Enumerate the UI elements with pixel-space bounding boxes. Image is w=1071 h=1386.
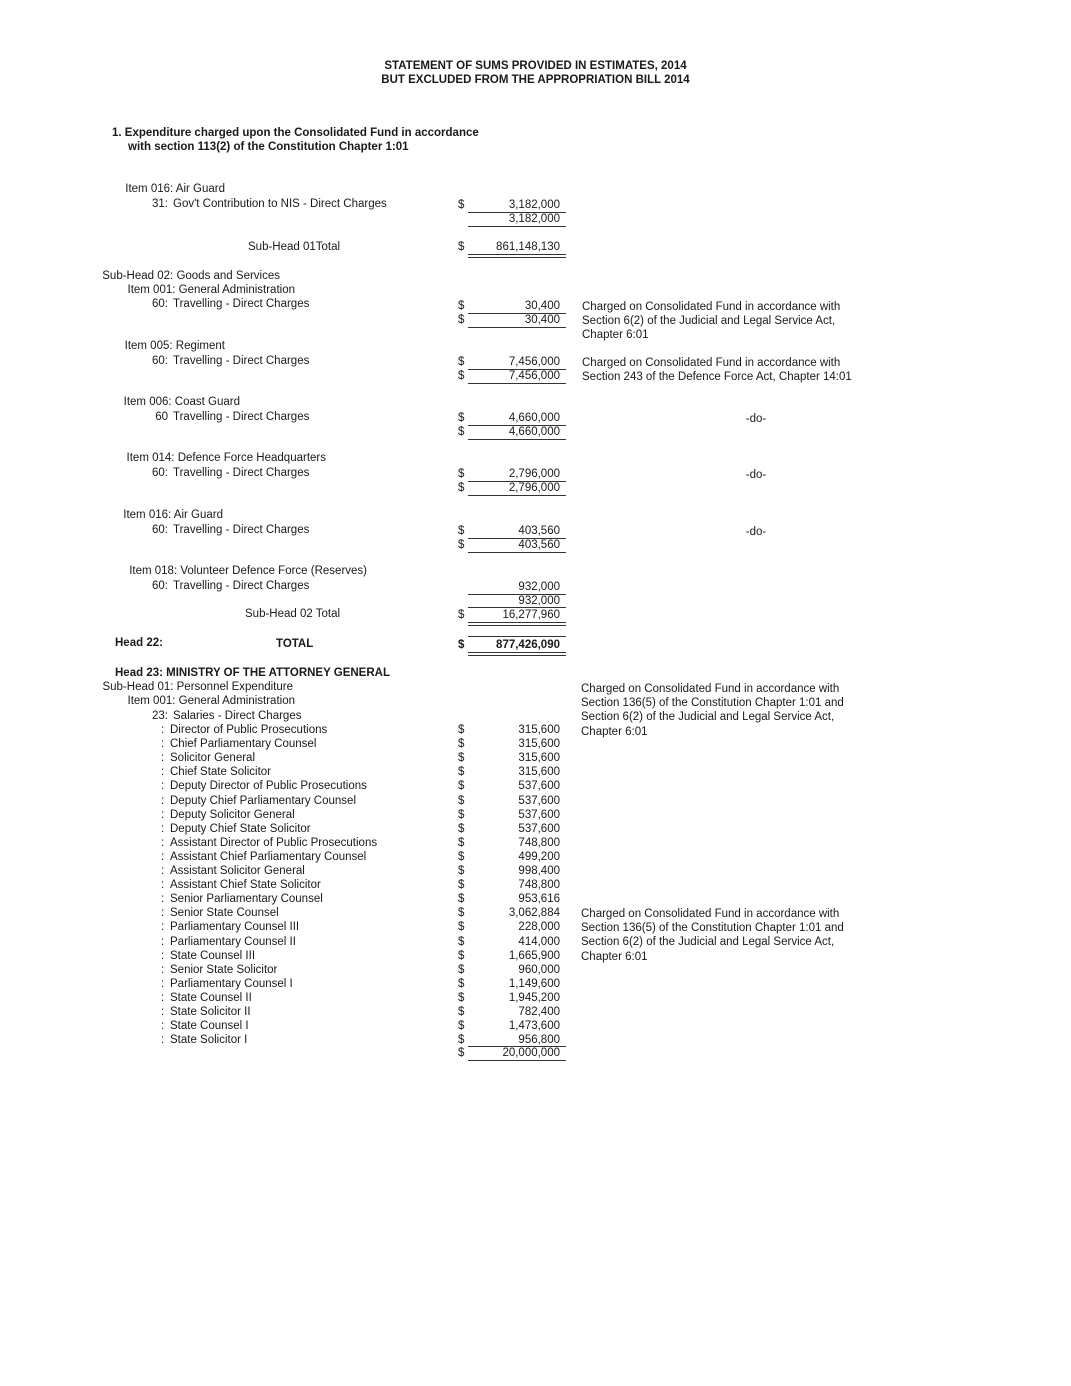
item-code: Item 014: Defence Force Headquarters: [126, 452, 326, 464]
currency-symbol: $: [458, 936, 465, 948]
underline: [468, 495, 566, 496]
position-name: Deputy Chief State Solicitor: [170, 823, 311, 835]
position-amount: 960,000: [518, 964, 560, 976]
currency-symbol: $: [458, 1034, 465, 1046]
currency-symbol: $: [458, 1020, 465, 1032]
row-colon: :: [161, 752, 165, 764]
currency-symbol: $: [458, 893, 465, 905]
currency-symbol: $: [458, 964, 465, 976]
currency-symbol: $: [458, 809, 465, 821]
position-name: Senior State Counsel: [170, 907, 279, 919]
currency-symbol: $: [458, 468, 465, 480]
currency-symbol: $: [458, 370, 465, 382]
currency-symbol: $: [458, 724, 465, 736]
legal-note-line-2: Section 243 of the Defence Force Act, Chapter 14:01: [582, 371, 852, 383]
row-colon: :: [161, 907, 165, 919]
section-heading-line-1: 1. Expenditure charged upon the Consolidated Fund in accordance: [112, 127, 479, 139]
sub-item-name: Gov't Contribution to NIS - Direct Charges: [173, 198, 387, 210]
row-colon: :: [161, 992, 165, 1004]
amount: 7,456,000: [508, 356, 560, 368]
subhead-01-total-amount: 861,148,130: [496, 241, 560, 253]
currency-symbol: $: [458, 766, 465, 778]
item-code: Item 016: Air Guard: [123, 509, 223, 521]
row-colon: :: [161, 964, 165, 976]
double-underline: [468, 622, 566, 626]
currency-symbol: $: [458, 907, 465, 919]
sub-item-name: Travelling - Direct Charges: [173, 298, 310, 310]
section-heading-line-2: with section 113(2) of the Constitution Chapter 1:01: [128, 141, 409, 153]
position-amount: 3,062,884: [508, 907, 560, 919]
head-23-subhead: Sub-Head 01: Personnel Expenditure: [102, 681, 293, 693]
currency-symbol: $: [458, 426, 465, 438]
currency-symbol: $: [458, 412, 465, 424]
row-colon: :: [161, 978, 165, 990]
position-amount: 537,600: [518, 795, 560, 807]
position-name: State Solicitor II: [170, 1006, 251, 1018]
currency-symbol: $: [458, 738, 465, 750]
position-amount: 537,600: [518, 780, 560, 792]
row-colon: :: [161, 936, 165, 948]
currency-symbol: $: [458, 356, 465, 368]
underline: [468, 226, 566, 227]
currency-symbol: $: [458, 539, 465, 551]
currency-symbol: $: [458, 837, 465, 849]
row-colon: :: [161, 950, 165, 962]
amount: 3,182,000: [508, 199, 560, 211]
amount: 2,796,000: [508, 468, 560, 480]
sub-item-name: Travelling - Direct Charges: [173, 355, 310, 367]
head-22-total-label: TOTAL: [276, 638, 314, 650]
position-amount: 1,945,200: [508, 992, 560, 1004]
underline: [468, 1060, 566, 1061]
position-amount: 315,600: [518, 766, 560, 778]
row-colon: :: [161, 1006, 165, 1018]
position-amount: 315,600: [518, 738, 560, 750]
amount-total: 403,560: [518, 539, 560, 551]
ditto-note: -do-: [745, 469, 767, 481]
position-amount: 748,800: [518, 879, 560, 891]
head-22-label: Head 22:: [115, 637, 163, 649]
currency-symbol: $: [458, 241, 465, 253]
sub-item-code: 60: [155, 411, 168, 423]
amount-total: 2,796,000: [508, 482, 560, 494]
ditto-note: -do-: [745, 526, 767, 538]
position-amount: 998,400: [518, 865, 560, 877]
currency-symbol: $: [458, 978, 465, 990]
sub-item-code: 31:: [152, 198, 168, 210]
sub-item-code: 60:: [152, 580, 168, 592]
sub-item-code: 60:: [152, 298, 168, 310]
legal-note: Charged on Consolidated Fund in accordance with Section 6(2) of the Judicial and Legal Service Act, Chapter 6:01: [582, 301, 841, 342]
position-amount: 414,000: [518, 936, 560, 948]
position-name: Assistant Solicitor General: [170, 865, 305, 877]
amount: 403,560: [518, 525, 560, 537]
position-amount: 748,800: [518, 837, 560, 849]
page-title-line-2: BUT EXCLUDED FROM THE APPROPRIATION BILL 2014: [381, 74, 690, 86]
currency-symbol: $: [458, 639, 465, 651]
position-name: Deputy Chief Parliamentary Counsel: [170, 795, 357, 807]
row-colon: :: [161, 766, 165, 778]
amount: 30,400: [524, 300, 560, 312]
amount-total: 3,182,000: [508, 213, 560, 225]
position-name: State Counsel II: [170, 992, 252, 1004]
currency-symbol: $: [458, 851, 465, 863]
position-name: Deputy Director of Public Prosecutions: [170, 780, 367, 792]
currency-symbol: $: [458, 525, 465, 537]
row-colon: :: [161, 893, 165, 905]
legal-note-line-1: Charged on Consolidated Fund in accordance with: [582, 357, 841, 369]
position-amount: 1,665,900: [508, 950, 560, 962]
position-amount: 315,600: [518, 752, 560, 764]
position-amount: 1,149,600: [508, 978, 560, 990]
position-amount: 953,616: [518, 893, 560, 905]
amount-total: 30,400: [524, 314, 560, 326]
row-colon: :: [161, 795, 165, 807]
row-colon: :: [161, 837, 165, 849]
position-name: Director of Public Prosecutions: [170, 724, 328, 736]
currency-symbol: $: [458, 482, 465, 494]
amount: 4,660,000: [508, 412, 560, 424]
position-name: State Counsel I: [170, 1020, 249, 1032]
underline: [468, 636, 566, 637]
subhead-01-total-label: Sub-Head 01Total: [248, 241, 341, 253]
sub-item-code: 60:: [152, 524, 168, 536]
amount-total: 4,660,000: [508, 426, 560, 438]
double-underline: [468, 254, 566, 258]
currency-symbol: $: [458, 950, 465, 962]
position-name: Assistant Chief State Solicitor: [170, 879, 321, 891]
subhead-02-total-amount: 16,277,960: [502, 609, 560, 621]
currency-symbol: $: [458, 823, 465, 835]
currency-symbol: $: [458, 992, 465, 1004]
underline: [468, 383, 566, 384]
row-colon: :: [161, 780, 165, 792]
item-code: Item 018: Volunteer Defence Force (Reserves): [129, 565, 367, 577]
currency-symbol: $: [458, 1047, 465, 1059]
sub-item-name: Travelling - Direct Charges: [173, 580, 310, 592]
position-name: Chief State Solicitor: [170, 766, 271, 778]
row-colon: :: [161, 809, 165, 821]
head-23-item: Item 001: General Administration: [127, 695, 295, 707]
sub-item-code: 60:: [152, 467, 168, 479]
row-colon: :: [161, 724, 165, 736]
head-23-heading: Head 23: MINISTRY OF THE ATTORNEY GENERAL: [115, 667, 390, 679]
row-colon: :: [161, 738, 165, 750]
currency-symbol: $: [458, 199, 465, 211]
position-amount: 315,600: [518, 724, 560, 736]
row-colon: :: [161, 1034, 165, 1046]
item-code: Item 001: General Administration: [127, 284, 295, 296]
position-name: Solicitor General: [170, 752, 256, 764]
underline: [468, 439, 566, 440]
amount-total: 7,456,000: [508, 370, 560, 382]
sub-item-code: 60:: [152, 355, 168, 367]
sub-item-name: Travelling - Direct Charges: [173, 524, 310, 536]
position-name: Parliamentary Counsel I: [170, 978, 293, 990]
currency-symbol: $: [458, 921, 465, 933]
currency-symbol: $: [458, 865, 465, 877]
row-colon: :: [161, 1020, 165, 1032]
position-name: Senior Parliamentary Counsel: [170, 893, 323, 905]
sub-item-code: 23:: [152, 710, 168, 722]
row-colon: :: [161, 851, 165, 863]
row-colon: :: [161, 921, 165, 933]
sub-item-name: Salaries - Direct Charges: [173, 710, 302, 722]
underline: [468, 327, 566, 328]
sub-item-name: Travelling - Direct Charges: [173, 467, 310, 479]
currency-symbol: $: [458, 609, 465, 621]
item-code: Item 016: Air Guard: [125, 183, 225, 195]
item-code: Item 005: Regiment: [124, 340, 225, 352]
position-name: Chief Parliamentary Counsel: [170, 738, 317, 750]
position-amount: 537,600: [518, 823, 560, 835]
subhead-02-total-label: Sub-Head 02 Total: [245, 608, 341, 620]
position-name: Parliamentary Counsel III: [170, 921, 300, 933]
position-name: State Counsel III: [170, 950, 256, 962]
page-title-line-1: STATEMENT OF SUMS PROVIDED IN ESTIMATES, 2014: [384, 60, 687, 72]
position-amount: 1,473,600: [508, 1020, 560, 1032]
currency-symbol: $: [458, 752, 465, 764]
position-name: State Solicitor I: [170, 1034, 248, 1046]
row-colon: :: [161, 879, 165, 891]
ditto-note: -do-: [745, 413, 767, 425]
head-22-total-amount: 877,426,090: [496, 639, 560, 651]
currency-symbol: $: [458, 1006, 465, 1018]
position-name: Assistant Chief Parliamentary Counsel: [170, 851, 367, 863]
currency-symbol: $: [458, 780, 465, 792]
position-amount: 782,400: [518, 1006, 560, 1018]
position-name: Deputy Solicitor General: [170, 809, 295, 821]
position-amount: 228,000: [518, 921, 560, 933]
row-colon: :: [161, 823, 165, 835]
salaries-total-amount: 20,000,000: [502, 1047, 560, 1059]
position-name: Parliamentary Counsel II: [170, 936, 296, 948]
subhead-02-label: Sub-Head 02: Goods and Services: [102, 270, 280, 282]
legal-note-head-23-b: Charged on Consolidated Fund in accordance with Section 136(5) of the Constitution Chapter 1:01 and Section 6(2) of the Judicial and Legal Service Act, Chapter 6:01: [581, 908, 844, 963]
row-colon: :: [161, 865, 165, 877]
item-code: Item 006: Coast Guard: [123, 396, 240, 408]
legal-note-head-23-a: Charged on Consolidated Fund in accordance with Section 136(5) of the Constitution Chapter 1:01 and Section 6(2) of the Judicial and Legal Service Act, Chapter 6:01: [581, 683, 844, 738]
double-underline: [468, 652, 566, 656]
currency-symbol: $: [458, 300, 465, 312]
position-amount: 956,800: [518, 1034, 560, 1046]
sub-item-name: Travelling - Direct Charges: [173, 411, 310, 423]
position-amount: 499,200: [518, 851, 560, 863]
position-name: Senior State Solicitor: [170, 964, 278, 976]
position-amount: 537,600: [518, 809, 560, 821]
currency-symbol: $: [458, 314, 465, 326]
amount-total: 932,000: [518, 595, 560, 607]
position-name: Assistant Director of Public Prosecutions: [170, 837, 378, 849]
currency-symbol: $: [458, 795, 465, 807]
amount: 932,000: [518, 581, 560, 593]
underline: [468, 552, 566, 553]
currency-symbol: $: [458, 879, 465, 891]
